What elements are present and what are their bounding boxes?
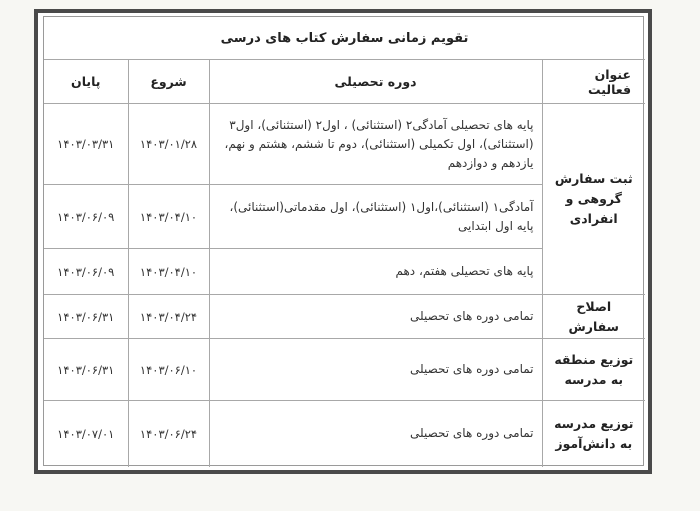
end-date-cell: ۱۴۰۳/۰۷/۰۱ [44,401,128,467]
start-date-cell: ۱۴۰۳/۰۶/۱۰ [128,339,209,401]
period-cell: تمامی دوره های تحصیلی [209,401,542,467]
start-date-cell: ۱۴۰۳/۰۱/۲۸ [128,104,209,185]
period-cell: تمامی دوره های تحصیلی [209,295,542,339]
table-container [43,16,644,466]
activity-cell: توزیع منطقه به مدرسه [542,339,645,401]
table-title: تقویم زمانی سفارش کتاب های درسی [44,17,645,60]
table-row [44,339,645,401]
activity-cell: اصلاح سفارش [542,295,645,339]
header-row [44,60,645,104]
end-date-cell: ۱۴۰۳/۰۶/۳۱ [44,295,128,339]
table-row [44,401,645,467]
activity-cell: ثبت سفارش گروهی و انفرادی [542,104,645,295]
table-row [44,104,645,185]
period-cell: آمادگی۱ (استثنائی)،اول۱ (استثنائی)، اول مقدماتی(استثنائی)، پایه اول ابتدایی [209,185,542,249]
end-date-cell: ۱۴۰۳/۰۶/۰۹ [44,185,128,249]
start-date-cell: ۱۴۰۳/۰۴/۲۴ [128,295,209,339]
header-start: شروع [128,60,209,104]
end-date-cell: ۱۴۰۳/۰۶/۰۹ [44,249,128,295]
start-date-cell: ۱۴۰۳/۰۴/۱۰ [128,185,209,249]
period-cell: پایه های تحصیلی هفتم، دهم [209,249,542,295]
title-row [44,17,645,60]
start-date-cell: ۱۴۰۳/۰۴/۱۰ [128,249,209,295]
start-date-cell: ۱۴۰۳/۰۶/۲۴ [128,401,209,467]
table-frame [34,9,652,474]
end-date-cell: ۱۴۰۳/۰۳/۳۱ [44,104,128,185]
activity-cell: توزیع مدرسه به دانش‌آموز [542,401,645,467]
header-activity: عنوان فعالیت [542,60,645,104]
period-cell: تمامی دوره های تحصیلی [209,339,542,401]
end-date-cell: ۱۴۰۳/۰۶/۳۱ [44,339,128,401]
header-end: پایان [44,60,128,104]
book-order-schedule-table [44,17,645,467]
header-period: دوره تحصیلی [209,60,542,104]
table-row [44,295,645,339]
period-cell: پایه های تحصیلی آمادگی۲ (استثنائی) ، اول۲ (استثنائی)، اول۳ (استثنائی)، اول تکمیلی (استثنائی)، دوم تا ششم، هشتم و نهم، یازدهم و دوازدهم [209,104,542,185]
